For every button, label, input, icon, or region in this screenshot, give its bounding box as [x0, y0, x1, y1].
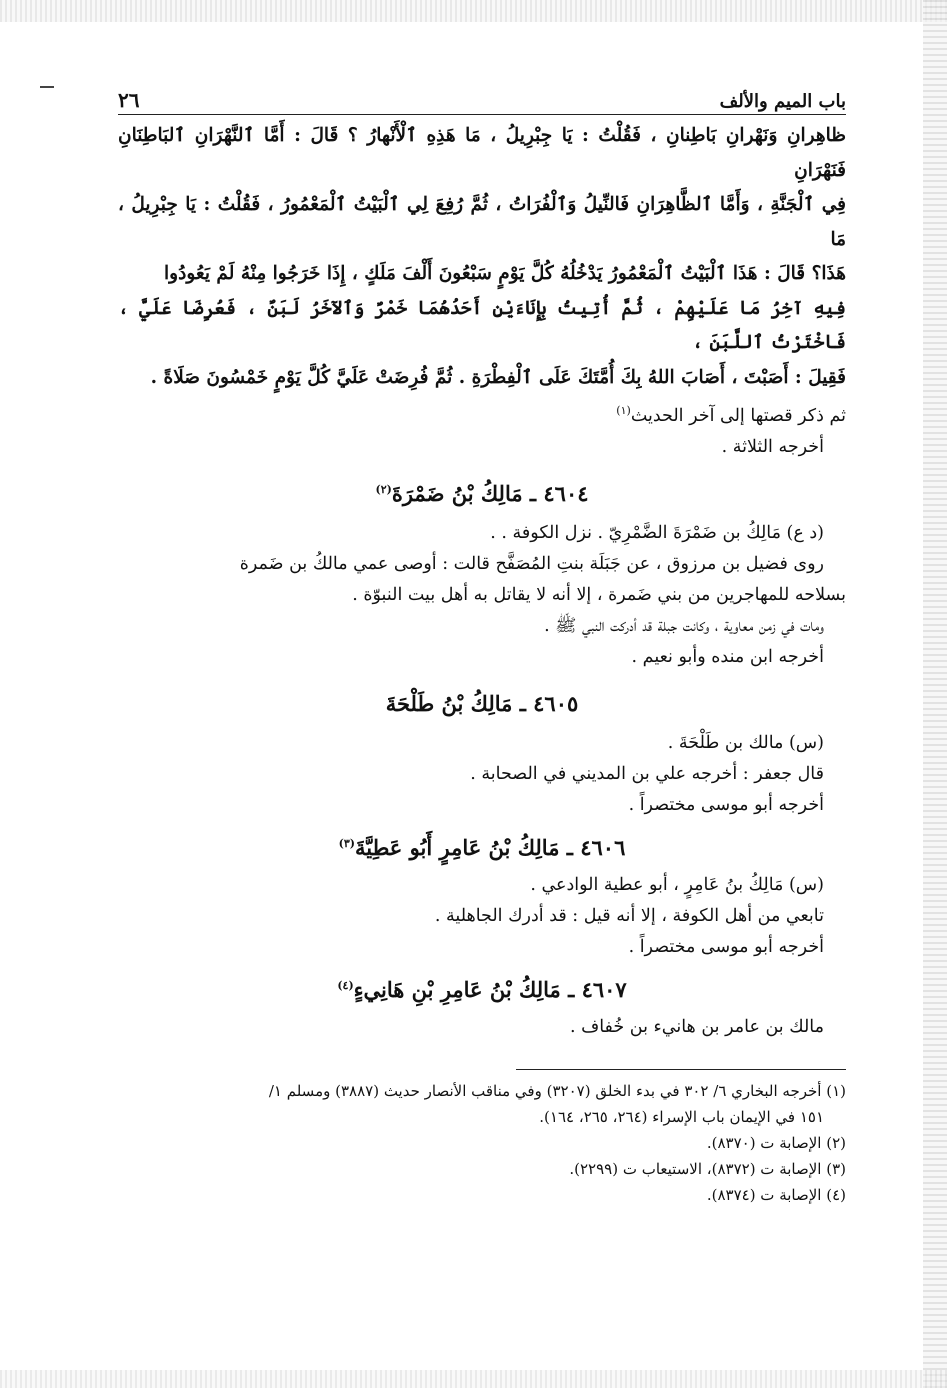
hadith-line: هَذَا؟ قَالَ : هَذَا ٱلْبَيْتُ ٱلْمَعْمُورُ يَدْخُلُهُ كُلَّ يَوْمٍ سَبْعُونَ أَلْفَ مَلَكٍ ، إِذَا خَرَجُوا مِنْهُ لَمْ يَعُودُوا	[164, 263, 846, 284]
footnotes	[118, 1078, 846, 1208]
margin-mark	[40, 86, 54, 88]
entry-title-4604	[118, 481, 846, 506]
entry-4606-line: أخرجه أبو موسى مختصراً .	[628, 936, 824, 957]
scan-edge-bottom	[0, 1370, 947, 1388]
entry-4606-line: (س) مَالِكُ بنُ عَامِرٍ ، أبو عطية الوادعي .	[530, 874, 824, 895]
entry-title-text: ٤٦٠٧ ـ مَالِكُ بْنُ عَامِرِ بْنِ هَانِيءٍ	[353, 976, 627, 1002]
entry-title-4607	[118, 977, 846, 1002]
entry-title-4605	[118, 691, 846, 716]
entry-4605-line: (س) مالك بن طَلْحَةَ .	[667, 732, 824, 753]
book-page	[118, 86, 846, 1208]
entry-title-4606	[118, 835, 846, 860]
entry-4604-line: بسلاحه للمهاجرين من بني ضَمرة ، إلا أنه لا يقاتل به أهل بيت النبوّة .	[352, 584, 846, 605]
footnote-ref-3: (٣)	[338, 836, 355, 850]
footnote: (٣) الإصابة ت (٨٣٧٢)، الاستيعاب ت (٢٢٩٩).	[569, 1159, 846, 1178]
entry-title-text: ٤٦٠٥ ـ مَالِكُ بْنُ طَلْحَةَ	[385, 690, 579, 716]
footnote-divider	[516, 1069, 846, 1070]
footnote: (٢) الإصابة ت (٨٣٧٠).	[706, 1133, 846, 1152]
footnote-ref-1: (١)	[616, 404, 631, 417]
hadith-text	[118, 119, 846, 395]
hadith-line: فَقِيلَ : أَصَبْتَ ، أَصَابَ اللهُ بِكَ أُمَّتَكَ عَلَى ٱلْفِطْرَةِ . ثُمَّ فُرِضَتْ عَلَيَّ كُلَّ يَوْمٍ خَمْسُونَ صَلَاةً .	[150, 366, 846, 388]
narration-end	[118, 395, 846, 432]
scan-edge-top	[0, 0, 947, 22]
hadith-line: فِي ٱلْجَنَّةِ ، وَأَمَّا ٱلظَّاهِرَانِ فَالنِّيلُ وَٱلْفُرَاتُ ، ثُمَّ رُفِعَ لِي ٱلْبَيْتُ ٱلْمَعْمُورُ ، فَقُلْتُ : يَا جِبْرِيلُ ، مَا	[118, 194, 846, 250]
page-header	[118, 86, 846, 115]
footnote: (١) أخرجه البخاري ٦/ ٣٠٢ في بدء الخلق (٣٢٠٧) وفي مناقب الأنصار حديث (٣٨٨٧) ومسلم ١/	[268, 1081, 846, 1100]
entry-4607-line: مالك بن عامر بن هانيء بن خُفاف .	[569, 1016, 824, 1037]
hadith-line: فِيهِ آخِرُ مَا عَلَيْهِمْ ، ثُمَّ أُتِيتُ بِإِنَاءَيْنِ أَحَدُهُمَا خَمْرٌ وَٱلآخَرُ لَبَنٌ ، فَعُرِضَا عَلَيَّ ، فَاخْتَرْتُ ٱللَّبَنَ ،	[118, 297, 846, 353]
narration-end-text: ثم ذكر قصتها إلى آخر الحديث	[630, 405, 846, 426]
entry-4604-line: (د ع) مَالِكُ بن ضَمْرَةَ الضَّمْرِيّ . نزل الكوفة . .	[490, 522, 824, 543]
takhrij-three: أخرجه الثلاثة .	[721, 436, 824, 457]
entry-title-text: ٤٦٠٤ ـ مَالِكُ بْنُ ضَمْرَةَ	[391, 480, 589, 506]
entry-4606-line: تابعي من أهل الكوفة ، إلا أنه قيل : قد أدرك الجاهلية .	[434, 905, 824, 926]
entry-4604-line: روى فضيل بن مرزوق ، عن جَبَلَة بنتِ المُصَفَّح قالت : أوصى عمي مالكُ بن ضَمرة	[239, 553, 824, 574]
entry-4604-line: أخرجه ابن منده وأبو نعيم .	[631, 646, 824, 667]
chapter-title: باب الميم والألف	[719, 91, 846, 112]
entry-4605-line: قال جعفر : أخرجه علي بن المديني في الصحابة .	[470, 763, 824, 784]
footnote-ref-2: (٢)	[375, 482, 392, 496]
footnote-ref-4: (٤)	[337, 978, 354, 992]
entry-title-text: ٤٦٠٦ ـ مَالِكُ بْنُ عَامِرٍ أَبُو عَطِيَّةَ	[354, 834, 626, 860]
entry-4604-line: ومات في زمن معاوية ، وكانت جبلة قد أدركت النبي ﷺ .	[544, 615, 824, 636]
page-number: ٢٦	[118, 88, 140, 112]
entry-4605-line: أخرجه أبو موسى مختصراً .	[628, 794, 824, 815]
hadith-line: ظاهِرانِ وَنَهْرانِ بَاطِنانِ ، فَقُلْتُ : يَا جِبْرِيلُ ، مَا هَذِهِ ٱلْأَنْهارُ ؟ قَالَ : أَمَّا ٱلنَّهْرَانِ ٱلبَاطِنَانِ فَنَهْرَانِ	[118, 125, 846, 181]
footnote: (٤) الإصابة ت (٨٣٧٤).	[706, 1185, 846, 1204]
scan-edge-right	[923, 0, 947, 1388]
footnote-continuation: ١٥١ في الإيمان باب الإسراء (٢٦٤، ٢٦٥، ١٦٤).	[539, 1107, 824, 1126]
